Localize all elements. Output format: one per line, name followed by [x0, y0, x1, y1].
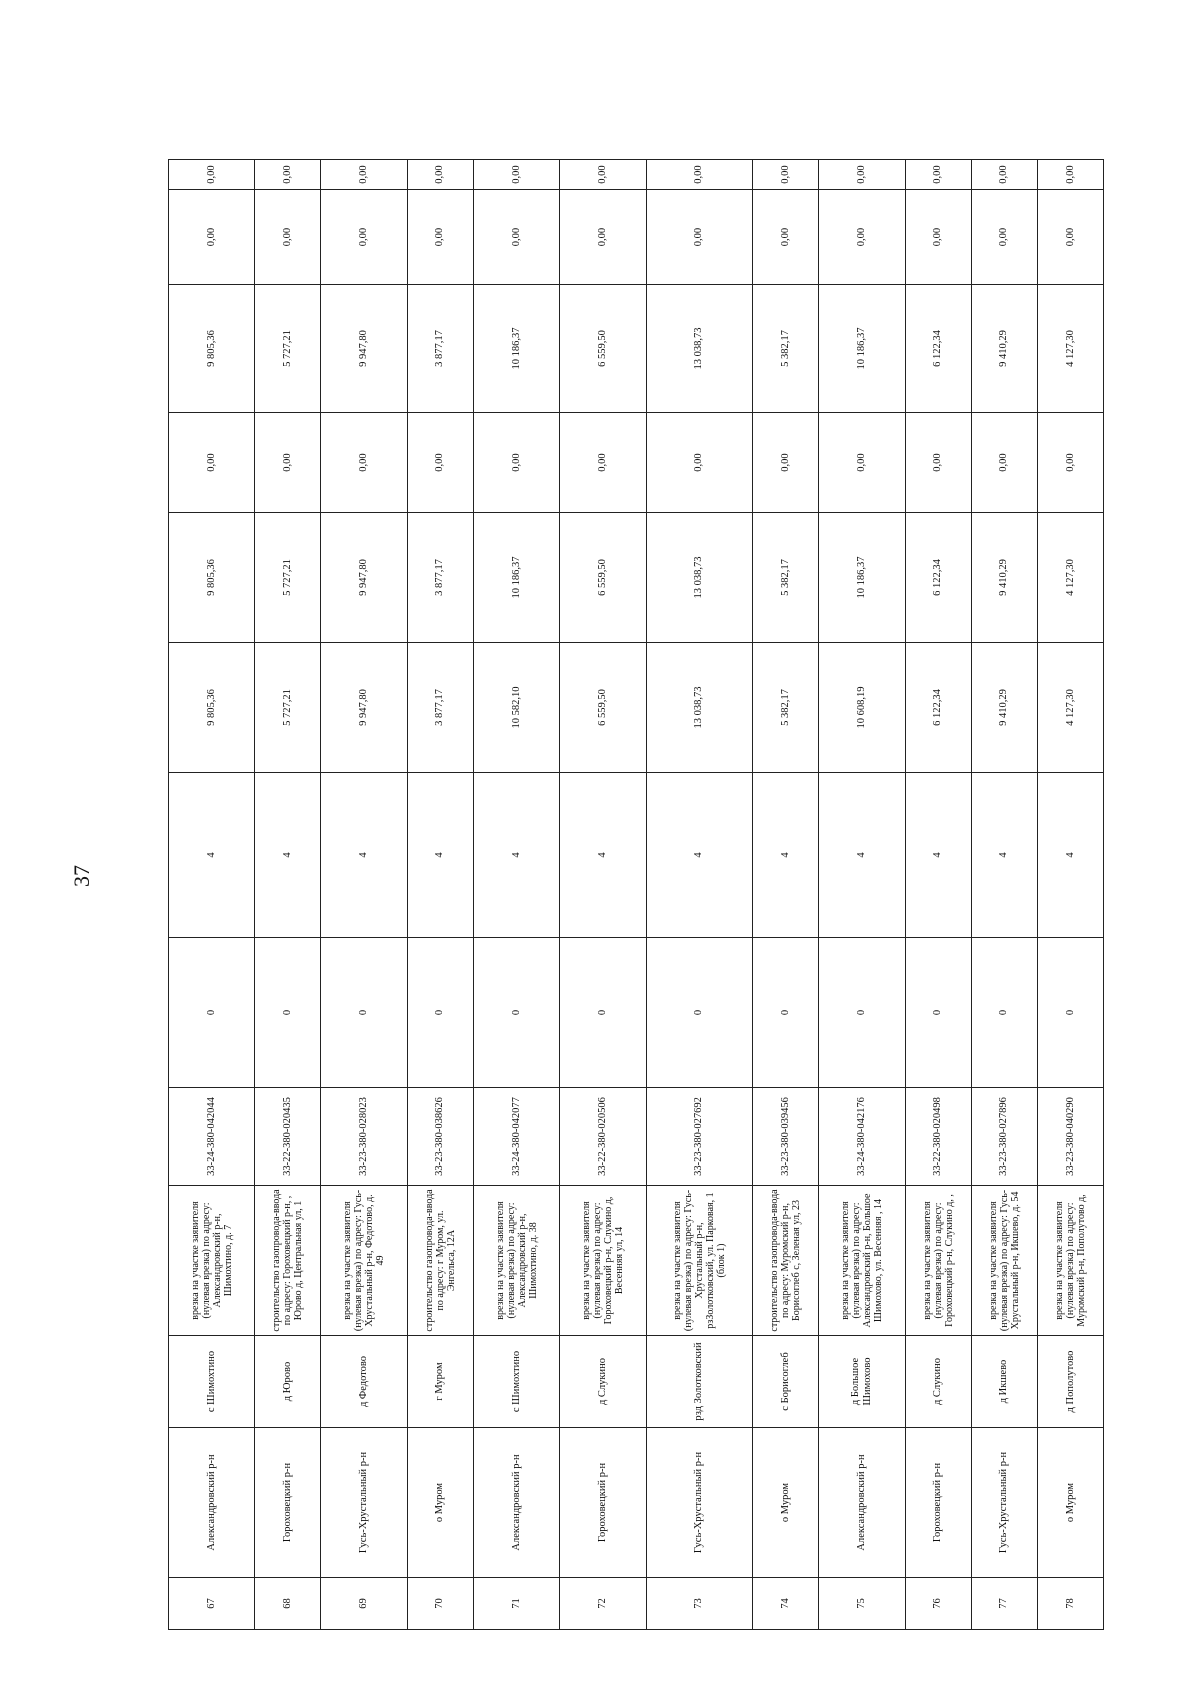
cost-cell: 10 608,19 — [819, 643, 905, 773]
cost-cell: 6 122,34 — [905, 643, 971, 773]
cost-cell: 9 410,29 — [971, 643, 1037, 773]
cost-cell: 0,00 — [560, 160, 646, 190]
cost-cell: 0,00 — [255, 413, 321, 513]
table-row — [321, 160, 407, 1630]
cost-cell: 0,00 — [819, 413, 905, 513]
work-description-cell: врезка на участке заявителя (нулевая врезка) по адресу: Муромский р-н, Пополутово д, — [1037, 1186, 1103, 1336]
count-cell: 0 — [321, 938, 407, 1088]
count-cell: 0 — [971, 938, 1037, 1088]
row-number: 78 — [1037, 1578, 1103, 1630]
locality-cell: д Слукино — [560, 1336, 646, 1428]
cost-cell: 0,00 — [646, 160, 753, 190]
cadastral-number-cell: 33-23-380-038626 — [407, 1088, 473, 1186]
table-row — [169, 160, 255, 1630]
cadastral-number-cell: 33-23-380-039456 — [753, 1088, 819, 1186]
cost-cell: 0,00 — [407, 413, 473, 513]
cost-cell: 0,00 — [971, 160, 1037, 190]
cost-cell: 6 559,50 — [560, 513, 646, 643]
cost-cell: 0,00 — [1037, 190, 1103, 285]
cost-cell: 5 727,21 — [255, 285, 321, 413]
locality-cell: д Пополутово — [1037, 1336, 1103, 1428]
district-cell: Гороховецкий р-н — [905, 1428, 971, 1578]
table-row — [407, 160, 473, 1630]
cost-cell: 0,00 — [321, 413, 407, 513]
count-cell: 0 — [169, 938, 255, 1088]
cadastral-number-cell: 33-23-380-027896 — [971, 1088, 1037, 1186]
cost-cell: 9 805,36 — [169, 513, 255, 643]
cost-cell: 9 805,36 — [169, 285, 255, 413]
cadastral-number-cell: 33-23-380-027692 — [646, 1088, 753, 1186]
work-description-cell: врезка на участке заявителя (нулевая врезка) по адресу: Гороховецкий р-н, Слукино д, , — [905, 1186, 971, 1336]
cost-cell: 9 947,80 — [321, 285, 407, 413]
count-cell: 0 — [819, 938, 905, 1088]
cost-cell: 0,00 — [255, 190, 321, 285]
cadastral-number-cell: 33-22-380-020498 — [905, 1088, 971, 1186]
cost-cell: 13 038,73 — [646, 513, 753, 643]
cost-cell: 0,00 — [321, 190, 407, 285]
count-cell: 0 — [646, 938, 753, 1088]
cost-cell: 10 186,37 — [473, 285, 559, 413]
cost-cell: 0,00 — [255, 160, 321, 190]
work-description-cell: врезка на участке заявителя (нулевая врезка) по адресу: Гусь-Хрустальный р-н, Икшево, д. 54 — [971, 1186, 1037, 1336]
quantity-cell: 4 — [753, 773, 819, 938]
count-cell: 0 — [905, 938, 971, 1088]
cost-cell: 4 127,30 — [1037, 285, 1103, 413]
cost-cell: 10 582,10 — [473, 643, 559, 773]
quantity-cell: 4 — [473, 773, 559, 938]
district-cell: о Муром — [753, 1428, 819, 1578]
cost-cell: 0,00 — [1037, 413, 1103, 513]
district-cell: о Муром — [1037, 1428, 1103, 1578]
work-description-cell: врезка на участке заявителя (нулевая врезка) по адресу: Александровский р-н, Шимохтино, д. 38 — [473, 1186, 559, 1336]
count-cell: 0 — [1037, 938, 1103, 1088]
cost-cell: 0,00 — [753, 413, 819, 513]
locality-cell: г Муром — [407, 1336, 473, 1428]
quantity-cell: 4 — [905, 773, 971, 938]
cost-cell: 6 122,34 — [905, 513, 971, 643]
work-description-cell: строительство газопровода-ввода по адресу: г Муром, ул. Энгельса, 12А — [407, 1186, 473, 1336]
cadastral-number-cell: 33-23-380-040290 — [1037, 1088, 1103, 1186]
cost-cell: 13 038,73 — [646, 643, 753, 773]
cadastral-number-cell: 33-24-380-042044 — [169, 1088, 255, 1186]
cost-cell: 0,00 — [905, 160, 971, 190]
cost-cell: 0,00 — [971, 190, 1037, 285]
cost-cell: 0,00 — [1037, 160, 1103, 190]
work-description-cell: врезка на участке заявителя (нулевая врезка) по адресу: Гороховецкий р-н, Слукино д, Весенняя ул, 14 — [560, 1186, 646, 1336]
count-cell: 0 — [753, 938, 819, 1088]
quantity-cell: 4 — [971, 773, 1037, 938]
row-number: 72 — [560, 1578, 646, 1630]
row-number: 70 — [407, 1578, 473, 1630]
cost-cell: 0,00 — [321, 160, 407, 190]
rotated-table-wrapper — [168, 160, 1104, 1630]
row-number: 75 — [819, 1578, 905, 1630]
cost-cell: 0,00 — [905, 413, 971, 513]
work-description-cell: строительство газопровода-ввода по адресу: Муромский р-н, Борисоглеб с, Зеленая ул, 23 — [753, 1186, 819, 1336]
cost-cell: 0,00 — [169, 190, 255, 285]
district-cell: Гороховецкий р-н — [255, 1428, 321, 1578]
work-description-cell: врезка на участке заявителя (нулевая врезка) по адресу: Александровский р-н, Шимохтино, д. 7 — [169, 1186, 255, 1336]
cost-cell: 0,00 — [473, 190, 559, 285]
cadastral-number-cell: 33-23-380-028023 — [321, 1088, 407, 1186]
cost-cell: 10 186,37 — [819, 513, 905, 643]
cost-cell: 9 947,80 — [321, 513, 407, 643]
work-description-cell: строительство газопровода-ввода по адресу: Гороховецкий р-н, , Юрово д, Центральная ул, 1 — [255, 1186, 321, 1336]
row-number: 67 — [169, 1578, 255, 1630]
locality-cell: д Юрово — [255, 1336, 321, 1428]
row-number: 69 — [321, 1578, 407, 1630]
cost-cell: 6 559,50 — [560, 643, 646, 773]
work-description-cell: врезка на участке заявителя (нулевая врезка) по адресу: Гусь-Хрустальный р-н, рзЗолотковский, ул. Парковая, 1 (блок 1) — [646, 1186, 753, 1336]
cadastral-number-cell: 33-22-380-020506 — [560, 1088, 646, 1186]
table-row — [255, 160, 321, 1630]
locality-cell: д Икшево — [971, 1336, 1037, 1428]
locality-cell: с Борисоглеб — [753, 1336, 819, 1428]
table-row — [753, 160, 819, 1630]
locality-cell: д Слукино — [905, 1336, 971, 1428]
data-table — [168, 159, 1104, 1630]
quantity-cell: 4 — [255, 773, 321, 938]
cost-cell: 0,00 — [560, 413, 646, 513]
cadastral-number-cell: 33-24-380-042176 — [819, 1088, 905, 1186]
count-cell: 0 — [473, 938, 559, 1088]
cost-cell: 0,00 — [646, 190, 753, 285]
quantity-cell: 4 — [169, 773, 255, 938]
district-cell: Гороховецкий р-н — [560, 1428, 646, 1578]
quantity-cell: 4 — [819, 773, 905, 938]
locality-cell: с Шимохтино — [169, 1336, 255, 1428]
table-row — [560, 160, 646, 1630]
quantity-cell: 4 — [1037, 773, 1103, 938]
cost-cell: 4 127,30 — [1037, 643, 1103, 773]
cost-cell: 3 877,17 — [407, 643, 473, 773]
cost-cell: 0,00 — [753, 190, 819, 285]
cost-cell: 5 727,21 — [255, 513, 321, 643]
row-number: 74 — [753, 1578, 819, 1630]
work-description-cell: врезка на участке заявителя (нулевая врезка) по адресу: Александровский р-н, Большое Шимохово, ул. Весенняя , 14 — [819, 1186, 905, 1336]
district-cell: Александровский р-н — [819, 1428, 905, 1578]
district-cell: Гусь-Хрустальный р-н — [321, 1428, 407, 1578]
cost-cell: 9 410,29 — [971, 513, 1037, 643]
page-number: 37 — [69, 865, 94, 887]
cost-cell: 3 877,17 — [407, 285, 473, 413]
cost-cell: 0,00 — [560, 190, 646, 285]
quantity-cell: 4 — [407, 773, 473, 938]
cost-cell: 0,00 — [407, 190, 473, 285]
cost-cell: 9 410,29 — [971, 285, 1037, 413]
cost-cell: 0,00 — [169, 413, 255, 513]
cost-cell: 5 727,21 — [255, 643, 321, 773]
cost-cell: 0,00 — [971, 413, 1037, 513]
row-number: 68 — [255, 1578, 321, 1630]
cost-cell: 0,00 — [473, 413, 559, 513]
row-number: 73 — [646, 1578, 753, 1630]
quantity-cell: 4 — [646, 773, 753, 938]
row-number: 77 — [971, 1578, 1037, 1630]
district-cell: Гусь-Хрустальный р-н — [971, 1428, 1037, 1578]
cost-cell: 5 382,17 — [753, 285, 819, 413]
locality-cell: рзд Золотковский — [646, 1336, 753, 1428]
work-description-cell: врезка на участке заявителя (нулевая врезка) по адресу: Гусь-Хрустальный р-н, Федотово, д. 49 — [321, 1186, 407, 1336]
table-row — [1037, 160, 1103, 1630]
cost-cell: 5 382,17 — [753, 513, 819, 643]
cost-cell: 3 877,17 — [407, 513, 473, 643]
cost-cell: 0,00 — [473, 160, 559, 190]
table-row — [473, 160, 559, 1630]
cost-cell: 0,00 — [407, 160, 473, 190]
locality-cell: д Большое Шимохово — [819, 1336, 905, 1428]
cost-cell: 5 382,17 — [753, 643, 819, 773]
cost-cell: 10 186,37 — [473, 513, 559, 643]
cost-cell: 9 947,80 — [321, 643, 407, 773]
row-number: 76 — [905, 1578, 971, 1630]
cost-cell: 0,00 — [819, 190, 905, 285]
cost-cell: 6 559,50 — [560, 285, 646, 413]
count-cell: 0 — [560, 938, 646, 1088]
cost-cell: 10 186,37 — [819, 285, 905, 413]
cost-cell: 0,00 — [169, 160, 255, 190]
locality-cell: д Федотово — [321, 1336, 407, 1428]
district-cell: о Муром — [407, 1428, 473, 1578]
district-cell: Александровский р-н — [169, 1428, 255, 1578]
table-row — [646, 160, 753, 1630]
quantity-cell: 4 — [321, 773, 407, 938]
cost-cell: 0,00 — [905, 190, 971, 285]
cadastral-number-cell: 33-24-380-042077 — [473, 1088, 559, 1186]
cost-cell: 0,00 — [819, 160, 905, 190]
count-cell: 0 — [407, 938, 473, 1088]
cost-cell: 4 127,30 — [1037, 513, 1103, 643]
cost-cell: 0,00 — [753, 160, 819, 190]
locality-cell: с Шимохтино — [473, 1336, 559, 1428]
cost-cell: 13 038,73 — [646, 285, 753, 413]
row-number: 71 — [473, 1578, 559, 1630]
cadastral-number-cell: 33-22-380-020435 — [255, 1088, 321, 1186]
table-body — [169, 160, 1104, 1630]
cost-cell: 0,00 — [646, 413, 753, 513]
quantity-cell: 4 — [560, 773, 646, 938]
table-row — [819, 160, 905, 1630]
cost-cell: 6 122,34 — [905, 285, 971, 413]
count-cell: 0 — [255, 938, 321, 1088]
district-cell: Александровский р-н — [473, 1428, 559, 1578]
table-row — [905, 160, 971, 1630]
table-row — [971, 160, 1037, 1630]
cost-cell: 9 805,36 — [169, 643, 255, 773]
district-cell: Гусь-Хрустальный р-н — [646, 1428, 753, 1578]
